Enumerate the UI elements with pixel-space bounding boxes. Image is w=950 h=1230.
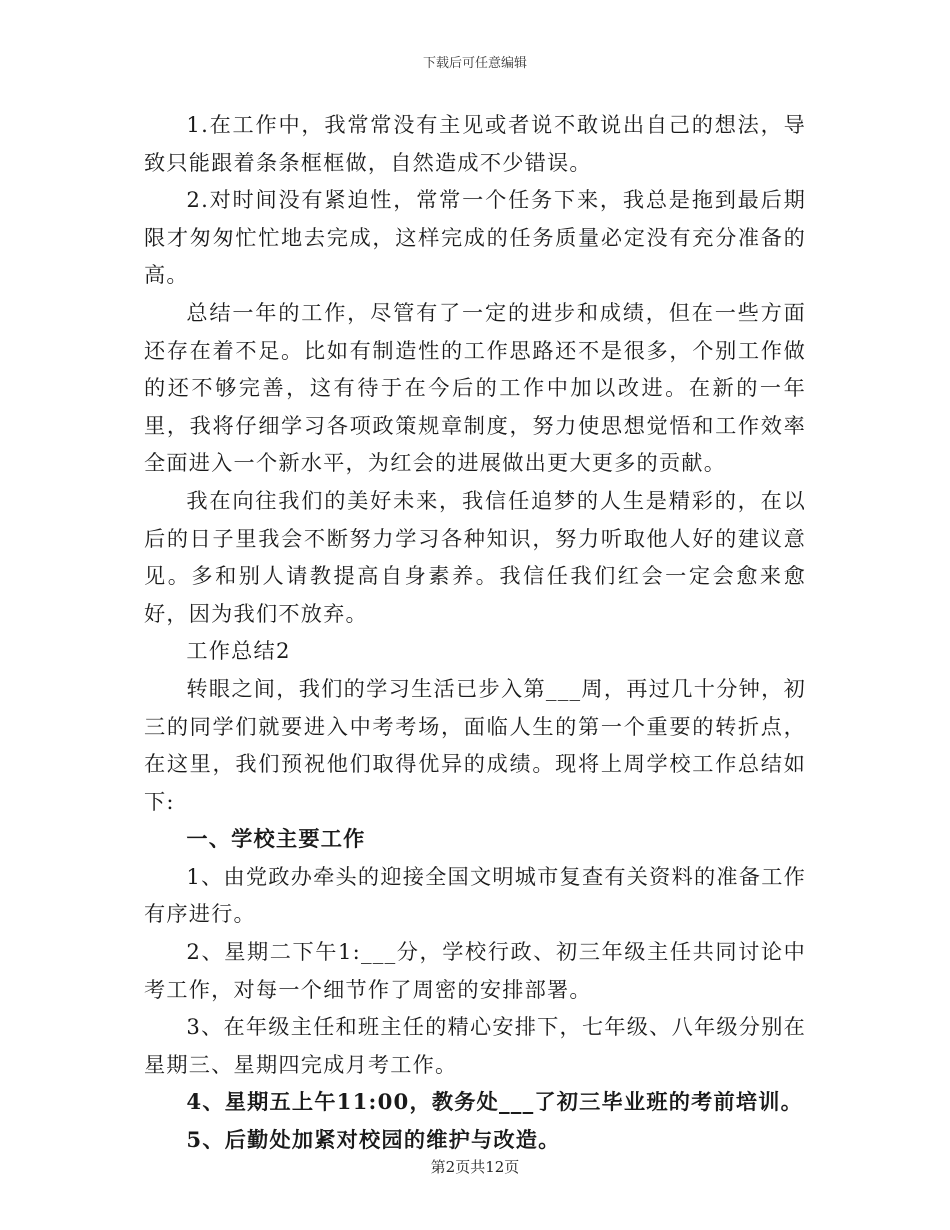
list-item: 1、由党政办牵头的迎接全国文明城市复查有关资料的准备工作有序进行。 xyxy=(144,863,806,927)
paragraph: 我在向往我们的美好未来，我信任追梦的人生是精彩的，在以后的日子里我会不断努力学习各种知识，努力听取他人好的建议意见。多和别人请教提高自身素养。我信任我们红会一定会愈来愈好，因为我们不放弃。 xyxy=(144,487,806,626)
list-item: 3、在年级主任和班主任的精心安排下，七年级、八年级分别在星期三、星期四完成月考工作。 xyxy=(144,1014,806,1077)
list-item: 2、星期二下午1:___分，学校行政、初三年级主任共同讨论中考工作，对每一个细节作了周密的安排部署。 xyxy=(144,939,806,1002)
paragraph: 1.在工作中，我常常没有主见或者说不敢说出自己的想法，导致只能跟着条条框框做，自然造成不少错误。 xyxy=(144,112,806,175)
paragraph: 2.对时间没有紧迫性，常常一个任务下来，我总是拖到最后期限才匆匆忙忙地去完成，这样完成的任务质量必定没有充分准备的高。 xyxy=(144,187,806,288)
list-item: 4、星期五上午11:00，教务处___了初三毕业班的考前培训。 xyxy=(186,1089,804,1115)
paragraph: 总结一年的工作，尽管有了一定的进步和成绩，但在一些方面还存在着不足。比如有制造性的工作思路还不是很多，个别工作做的还不够完善，这有待于在今后的工作中加以改进。在新的一年里，我将仔细学习各项政策规章制度，努力使思想觉悟和工作效率全面进入一个新水平，为红会的进展做出更大更多的贡献。 xyxy=(144,299,806,476)
page-header: 下载后可任意编辑 xyxy=(422,56,527,71)
section-title: 工作总结2 xyxy=(186,638,291,664)
page-footer: 第2页共12页 xyxy=(430,1158,520,1176)
document-body xyxy=(144,106,806,1159)
section-heading: 一、学校主要工作 xyxy=(186,826,366,852)
list-item: 5、后勤处加紧对校园的维护与改造。 xyxy=(186,1127,561,1153)
paragraph: 转眼之间，我们的学习生活已步入第___周，再过几十分钟，初三的同学们就要进入中考考场，面临人生的第一个重要的转折点，在这里，我们预祝他们取得优异的成绩。现将上周学校工作总结如下: xyxy=(144,675,806,814)
